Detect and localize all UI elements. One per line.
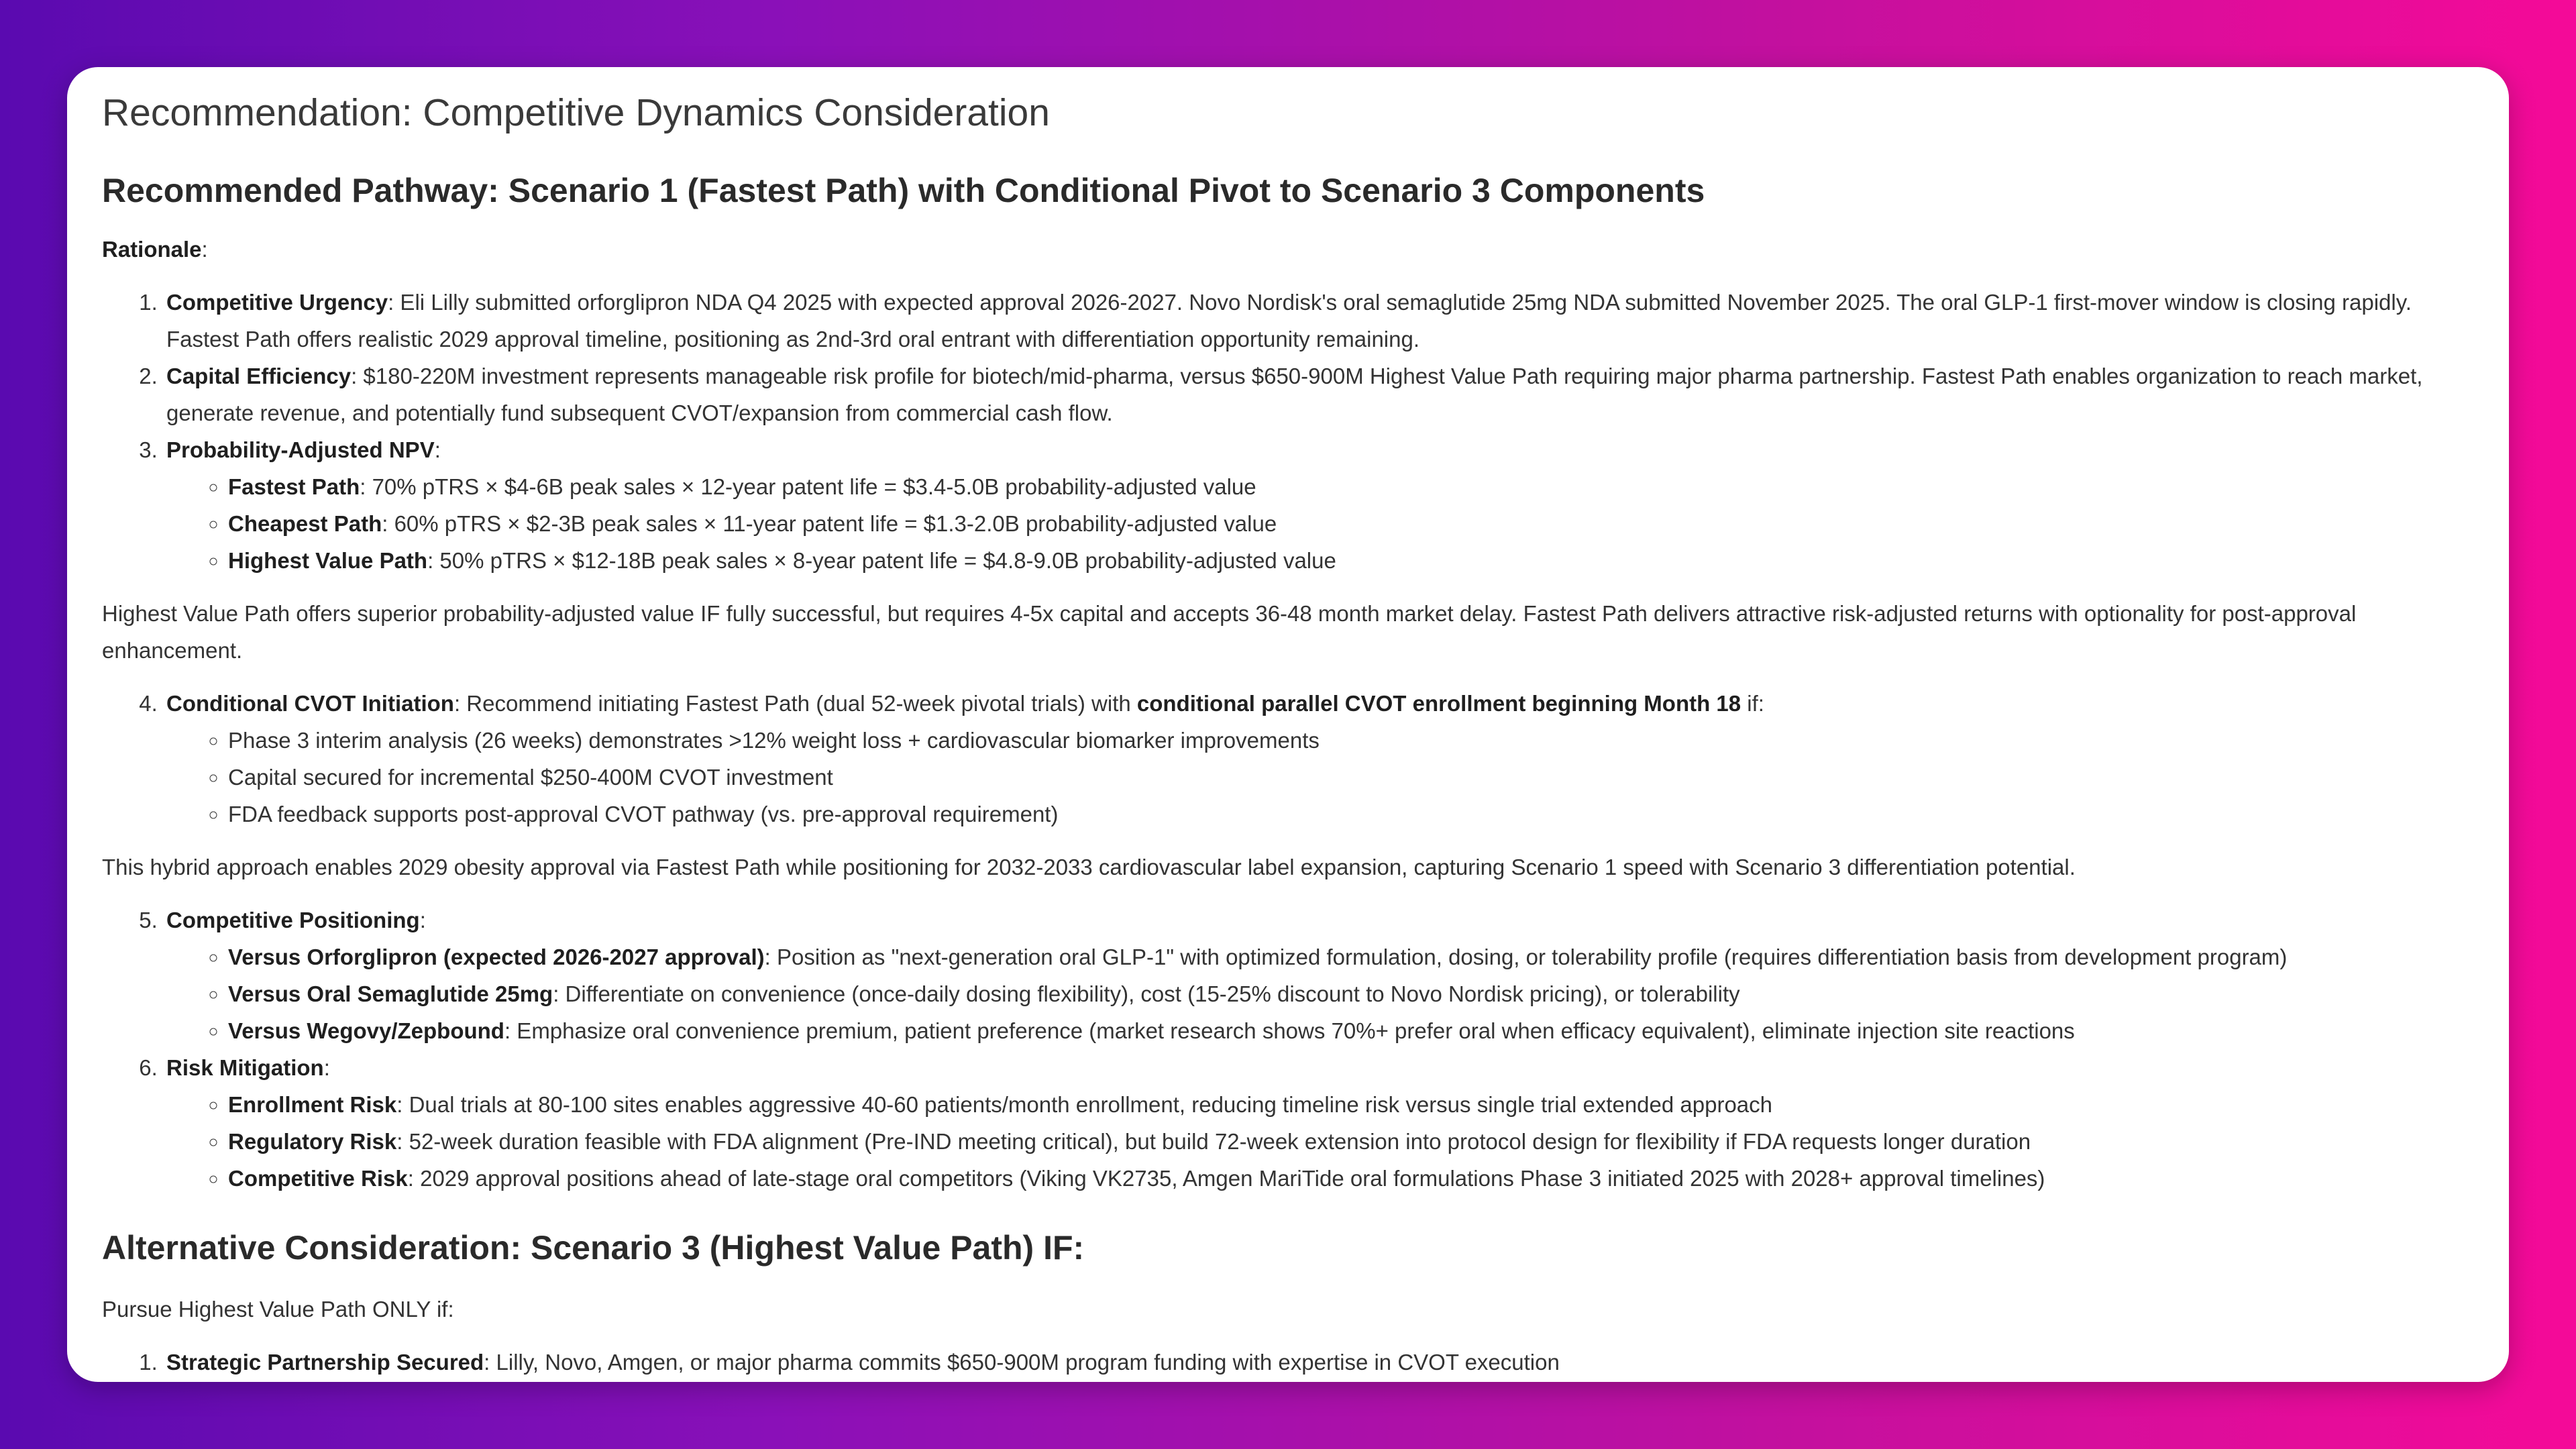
sublist-item bbox=[228, 1160, 2474, 1197]
sub-text: : Dual trials at 80-100 sites enables aggressive 40-60 patients/month enrollment, reducing timeline risk versus single trial extended approach bbox=[396, 1092, 1773, 1118]
item-title: Strategic Partnership Secured bbox=[166, 1350, 484, 1375]
item-title: Risk Mitigation bbox=[166, 1055, 324, 1081]
rationale-bold: Rationale bbox=[102, 237, 202, 262]
heading-alternative-consideration: Alternative Consideration: Scenario 3 (Highest Value Path) IF: bbox=[102, 1229, 1085, 1267]
cvot-sublist bbox=[166, 722, 2474, 833]
sub-text: : 70% pTRS × $4-6B peak sales × 12-year patent life = $3.4-5.0B probability-adjusted value bbox=[360, 474, 1256, 500]
cvot-list bbox=[102, 685, 2474, 833]
item-bold-text: conditional parallel CVOT enrollment beginning Month 18 bbox=[1136, 691, 1741, 716]
list-item-competitive-positioning: 5. Competitive Positioning: ◦ Versus Orforglipron (expected 2026-2027 approval): Position as "next-generation oral GLP-1" with optimized formulation, dosing, or tolerability profile (requires differentiation basis from development program) ◦ Versus Oral Semaglutide 25mg: Differentiate on convenience (once-daily dosing flexibility), cost (15-25% discount to Novo Nordisk pricing), or tolerability ◦ Versus Wegovy/Zepbound: Emphasize oral convenience premium, patient preference (market research shows 70%+ prefer oral when efficacy equivalent), eliminate injection site reactions bbox=[164, 902, 2474, 1049]
sub-title: Enrollment Risk bbox=[228, 1092, 397, 1118]
sublist-item bbox=[228, 975, 2474, 1012]
sublist-item bbox=[228, 1086, 2474, 1123]
sublist-item: ◦ Capital secured for incremental $250-400M CVOT investment bbox=[228, 759, 2474, 796]
sublist-item: ◦ Phase 3 interim analysis (26 weeks) demonstrates >12% weight loss + cardiovascular biomarker improvements bbox=[228, 722, 2474, 759]
item-text: : $180-220M investment represents manageable risk profile for biotech/mid-pharma, versus $650-900M Highest Value Path requiring major pharma partnership. Fastest Path enables organization to reach market, generate revenue, and potentially fund subsequent CVOT/expansion from commercial cash flow. bbox=[166, 364, 2423, 426]
sublist-item bbox=[228, 938, 2474, 975]
document-window bbox=[67, 67, 2509, 1382]
item-title: Competitive Positioning bbox=[166, 908, 420, 933]
sub-title: Regulatory Risk bbox=[228, 1129, 397, 1155]
sub-text: : Emphasize oral convenience premium, patient preference (market research shows 70%+ prefer oral when efficacy equivalent), eliminate injection site reactions bbox=[504, 1018, 2075, 1044]
list-item-probability-npv: 3. Probability-Adjusted NPV: ◦ Fastest Path: 70% pTRS × $4-6B peak sales × 12-year patent life = $3.4-5.0B probability-adjusted value ◦ Cheapest Path: 60% pTRS × $2-3B peak sales × 11-year patent life = $1.3-2.0B probability-adjusted value ◦ Highest Value Path: 50% pTRS × $12-18B peak sales × 8-year patent life = $4.8-9.0B probability-adjusted value bbox=[164, 431, 2474, 579]
sublist-item bbox=[228, 542, 2474, 579]
sub-title: Versus Wegovy/Zepbound bbox=[228, 1018, 504, 1044]
list-item-risk-mitigation: 6. Risk Mitigation: ◦ Enrollment Risk: Dual trials at 80-100 sites enables aggressive 40-60 patients/month enrollment, reducing timeline risk versus single trial extended approach ◦ Regulatory Risk: 52-week duration feasible with FDA alignment (Pre-IND meeting critical), but build 72-week extension into protocol design for flexibility if FDA requests longer duration ◦ Competitive Risk: 2029 approval positions ahead of late-stage oral competitors (Viking VK2735, Amgen MariTide oral formulations Phase 3 initiated 2025 with 2028+ approval timelines) bbox=[164, 1049, 2474, 1197]
item-text: : Lilly, Novo, Amgen, or major pharma commits $650-900M program funding with expertise in CVOT execution bbox=[484, 1350, 1560, 1375]
sublist-item bbox=[228, 1012, 2474, 1049]
sublist-item bbox=[228, 1123, 2474, 1160]
sub-text: : Position as "next-generation oral GLP-1" with optimized formulation, dosing, or tolerability profile (requires differentiation basis from development program) bbox=[764, 945, 2288, 970]
sub-title: Highest Value Path bbox=[228, 548, 428, 574]
sub-title: Competitive Risk bbox=[228, 1166, 408, 1191]
alternative-list bbox=[102, 1344, 2474, 1381]
sub-text: : 2029 approval positions ahead of late-stage oral competitors (Viking VK2735, Amgen MariTide oral formulations Phase 3 initiated 2025 with 2028+ approval timelines) bbox=[407, 1166, 2045, 1191]
rationale-list bbox=[102, 284, 2474, 579]
sublist-item: ◦ FDA feedback supports post-approval CVOT pathway (vs. pre-approval requirement) bbox=[228, 796, 2474, 833]
rationale-label: Rationale: bbox=[102, 237, 208, 262]
sub-title: Cheapest Path bbox=[228, 511, 382, 537]
sub-text: : Differentiate on convenience (once-daily dosing flexibility), cost (15-25% discount to Novo Nordisk pricing), or tolerability bbox=[553, 981, 1740, 1007]
paragraph-pursue: Pursue Highest Value Path ONLY if: bbox=[102, 1297, 454, 1322]
sub-text: : 50% pTRS × $12-18B peak sales × 8-year patent life = $4.8-9.0B probability-adjusted value bbox=[427, 548, 1336, 574]
risk-sublist bbox=[166, 1086, 2474, 1197]
sub-text: : 52-week duration feasible with FDA alignment (Pre-IND meeting critical), but build 72-week extension into protocol design for flexibility if FDA requests longer duration bbox=[396, 1129, 2031, 1155]
item-title: Probability-Adjusted NPV bbox=[166, 437, 435, 463]
item-title: Conditional CVOT Initiation bbox=[166, 691, 454, 716]
list-item-capital-efficiency bbox=[164, 358, 2474, 431]
positioning-sublist bbox=[166, 938, 2474, 1049]
paragraph-hybrid: This hybrid approach enables 2029 obesity approval via Fastest Path while positioning for 2032-2033 cardiovascular label expansion, capturing Scenario 1 speed with Scenario 3 differentiation potential. bbox=[102, 855, 2076, 880]
item-text: : Eli Lilly submitted orforglipron NDA Q4 2025 with expected approval 2026-2027. Novo Nordisk's oral semaglutide 25mg NDA submitted November 2025. The oral GLP-1 first-mover window is closing rapidly. Fastest Path offers realistic 2029 approval timeline, positioning as 2nd-3rd oral entrant with differentiation opportunity remaining. bbox=[166, 290, 2412, 352]
sublist-item bbox=[228, 505, 2474, 542]
item-text: if: bbox=[1741, 691, 1764, 716]
item-title: Capital Efficiency bbox=[166, 364, 352, 389]
heading-recommended-pathway: Recommended Pathway: Scenario 1 (Fastest Path) with Conditional Pivot to Scenario 3 Components bbox=[102, 172, 1705, 210]
window-title: Recommendation: Competitive Dynamics Consideration bbox=[102, 91, 1050, 134]
sub-title: Versus Orforglipron (expected 2026-2027 approval) bbox=[228, 945, 765, 970]
list-item-strategic-partnership bbox=[164, 1344, 2474, 1381]
sub-title: Fastest Path bbox=[228, 474, 360, 500]
item-text: : Recommend initiating Fastest Path (dual 52-week pivotal trials) with bbox=[453, 691, 1137, 716]
item-title: Competitive Urgency bbox=[166, 290, 388, 315]
positioning-list bbox=[102, 902, 2474, 1197]
sub-title: Versus Oral Semaglutide 25mg bbox=[228, 981, 553, 1007]
paragraph-value: Highest Value Path offers superior probability-adjusted value IF fully successful, but requires 4-5x capital and accepts 36-48 month market delay. Fastest Path delivers attractive risk-adjusted returns with optionality for post-approval enhancement. bbox=[102, 601, 2357, 663]
list-item-competitive-urgency bbox=[164, 284, 2474, 358]
list-item-conditional-cvot bbox=[164, 685, 2474, 833]
sublist-item bbox=[228, 468, 2474, 505]
document-content bbox=[67, 67, 2509, 1381]
sub-text: : 60% pTRS × $2-3B peak sales × 11-year patent life = $1.3-2.0B probability-adjusted value bbox=[382, 511, 1277, 537]
npv-sublist bbox=[166, 468, 2474, 579]
